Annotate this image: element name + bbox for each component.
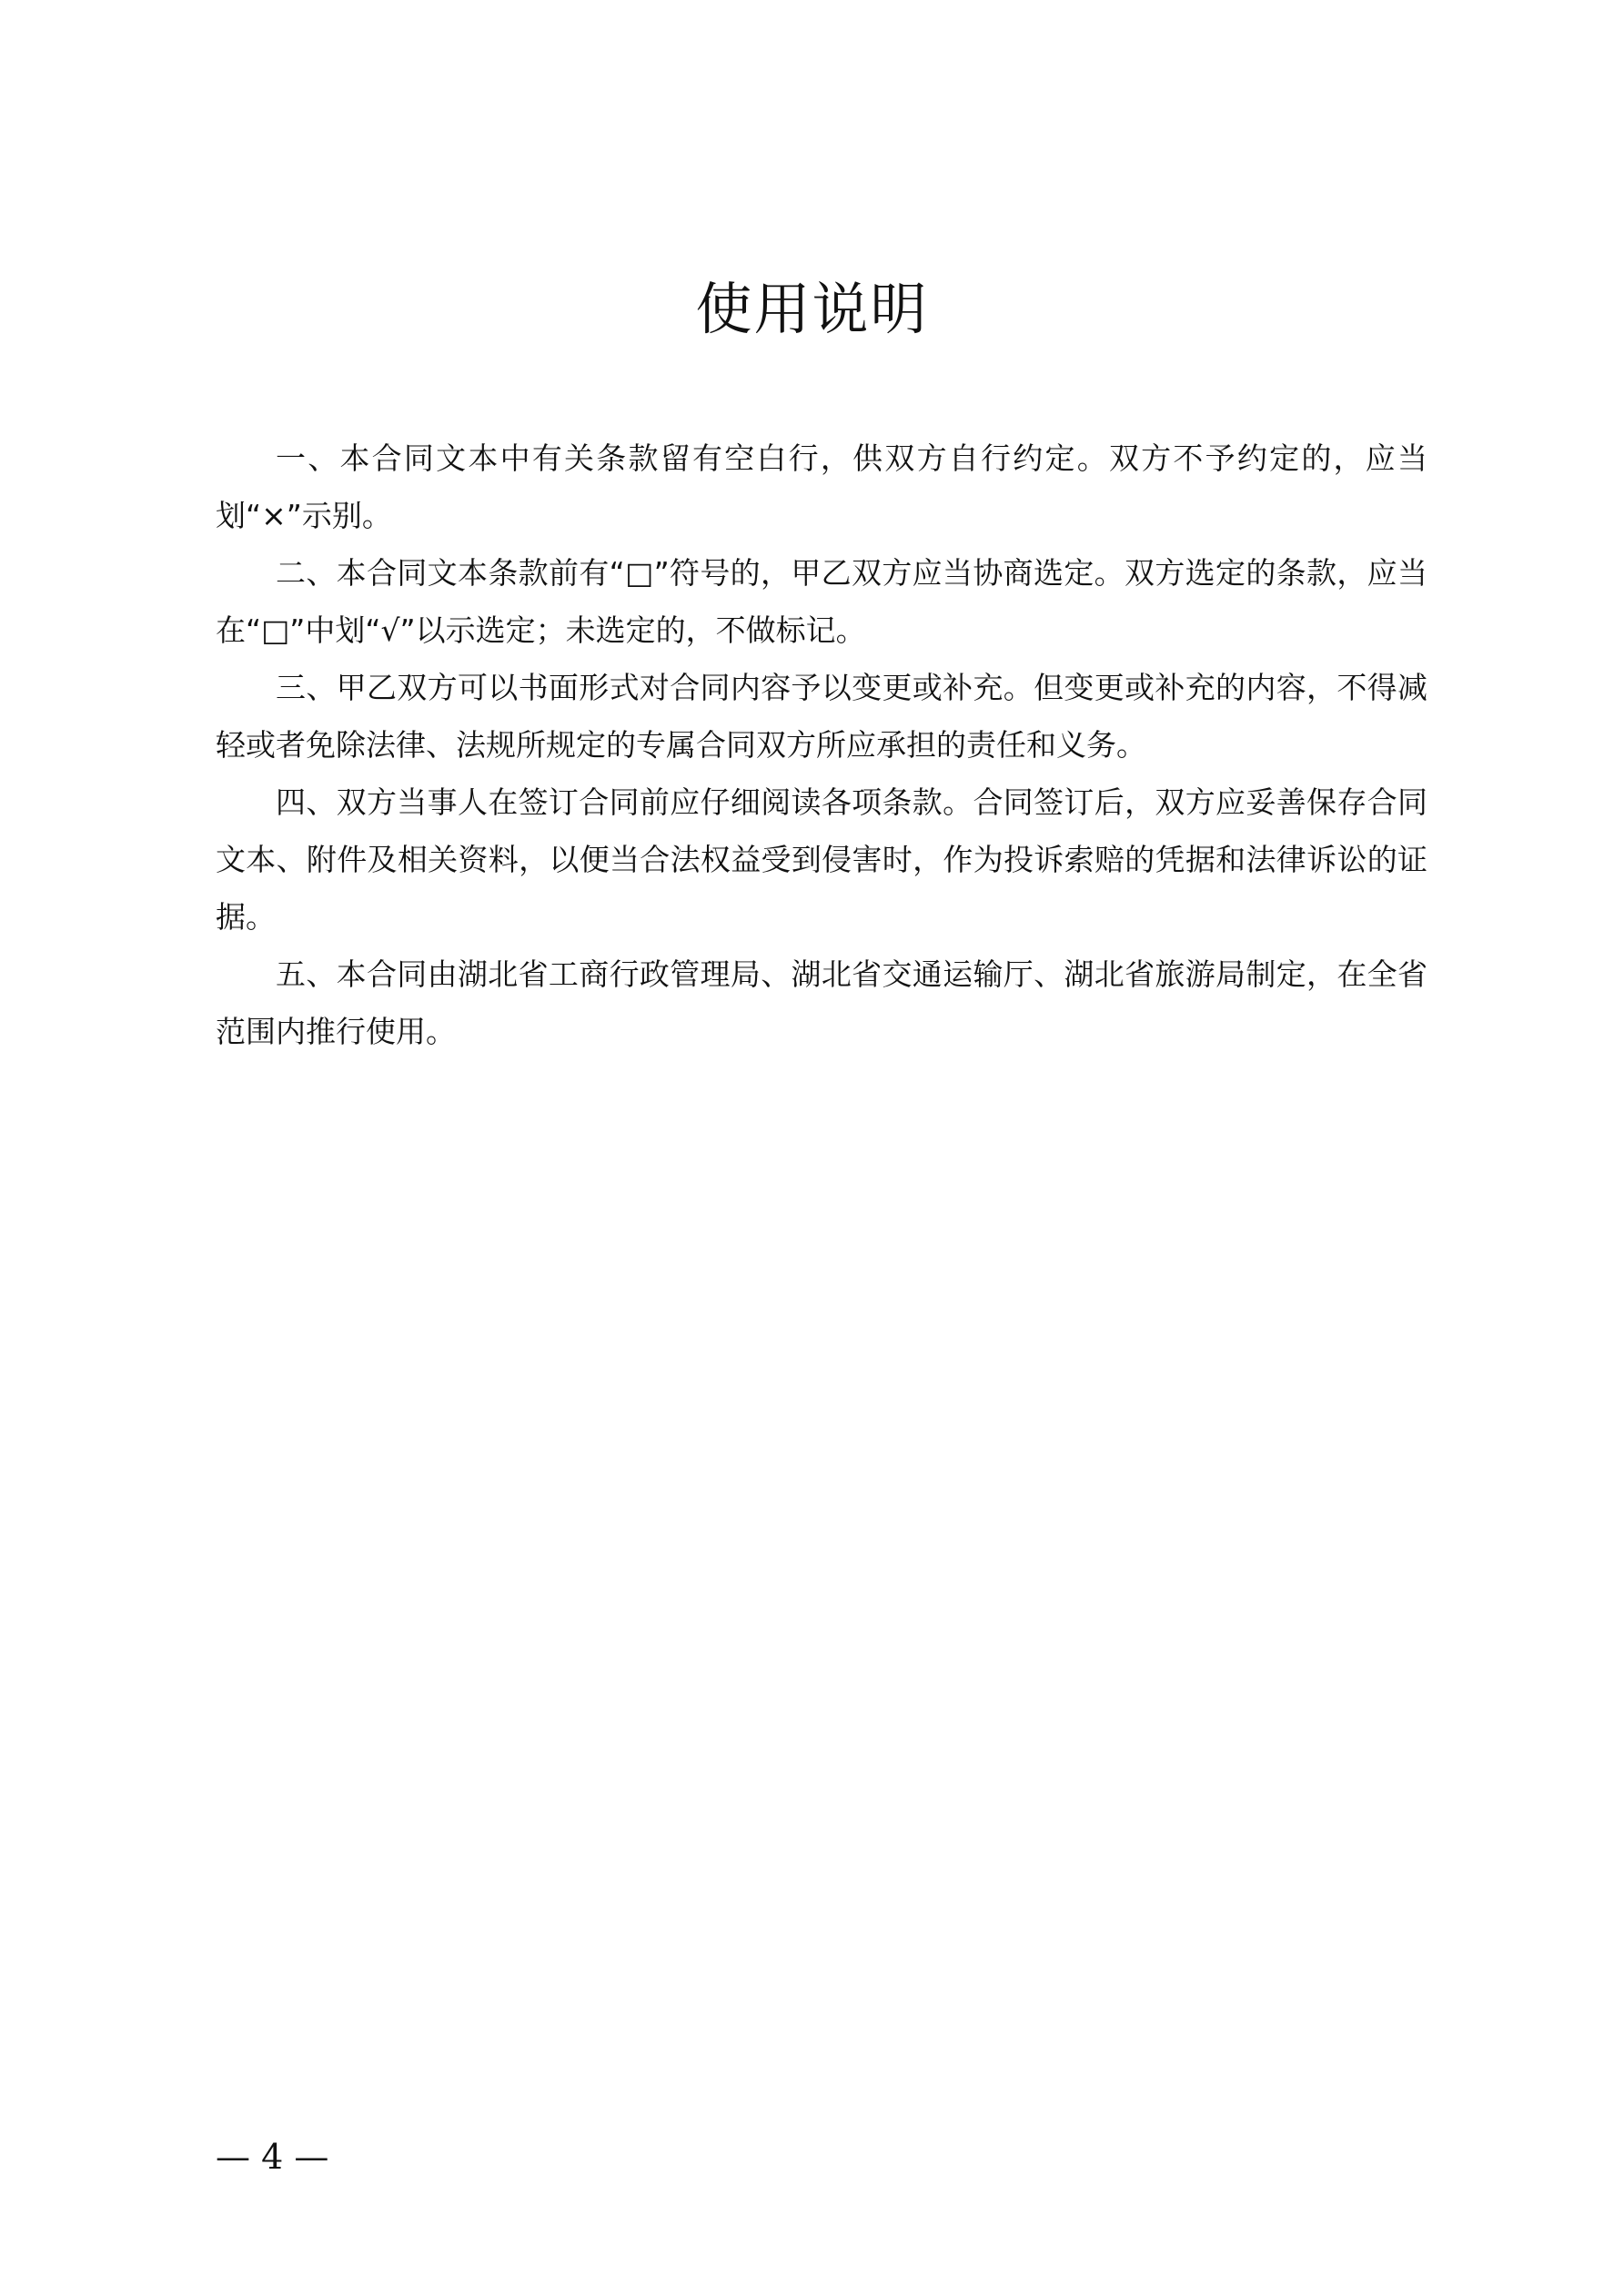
instruction-paragraph-2: 二、本合同文本条款前有“□”符号的，甲乙双方应当协商选定。双方选定的条款，应当在“□”中划“√”以示选定；未选定的，不做标记。 bbox=[216, 555, 1427, 648]
page-title: 使用说明 bbox=[695, 276, 929, 342]
instructions-body bbox=[216, 430, 1427, 1060]
instruction-paragraph-1: 一、本合同文本中有关条款留有空白行，供双方自行约定。双方不予约定的，应当划“×”示别。 bbox=[216, 440, 1427, 533]
instruction-paragraph-5: 五、本合同由湖北省工商行政管理局、湖北省交通运输厅、湖北省旅游局制定，在全省范围内推行使用。 bbox=[216, 956, 1427, 1049]
instruction-paragraph-4: 四、双方当事人在签订合同前应仔细阅读各项条款。合同签订后，双方应妥善保存合同文本、附件及相关资料，以便当合法权益受到侵害时，作为投诉索赔的凭据和法律诉讼的证据。 bbox=[216, 784, 1427, 935]
page-number: — 4 — bbox=[216, 2137, 329, 2177]
instruction-paragraph-3: 三、甲乙双方可以书面形式对合同内容予以变更或补充。但变更或补充的内容，不得减轻或者免除法律、法规所规定的专属合同双方所应承担的责任和义务。 bbox=[216, 670, 1427, 763]
